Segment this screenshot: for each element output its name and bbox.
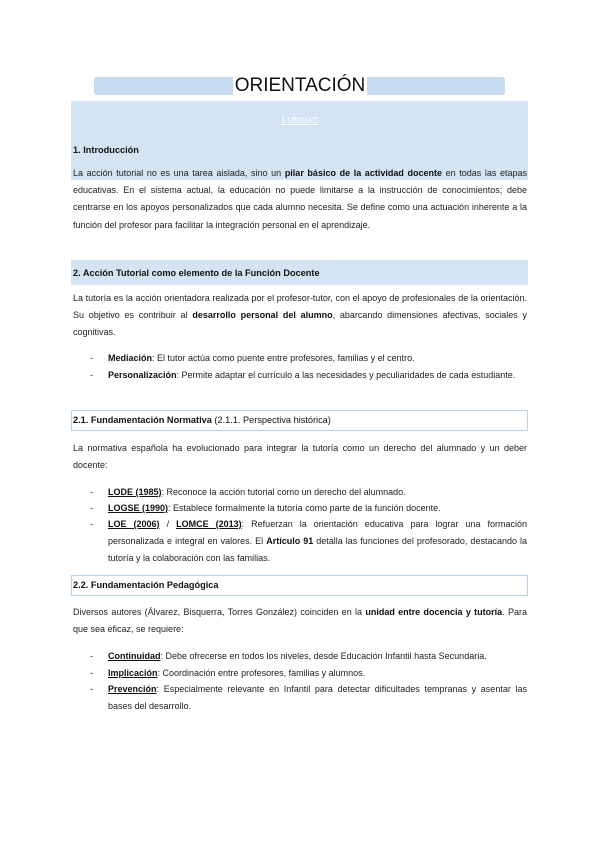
list-item: Continuidad: Debe ofrecerse en todos los niveles, desde Educación Infantil hasta Secundaria. <box>108 651 487 661</box>
list-bullet: - <box>90 370 93 380</box>
list-item: LODE (1985): Reconoce la acción tutorial como un derecho del alumnado. <box>108 487 406 497</box>
list-item: Implicación: Coordinación entre profesores, familias y alumnos. <box>108 668 366 678</box>
list-item: Prevención: Especialmente relevante en Infantil para detectar dificultades tempranas y asentar las bases del desarrollo. <box>108 684 527 712</box>
section-2-1-heading: 2.1. Fundamentación Normativa (2.1.1. Perspectiva histórica) <box>73 415 331 425</box>
section-1-heading: 1. Introducción <box>73 145 139 155</box>
section-2-1-paragraph: La normativa española ha evolucionado para integrar la tutoría como un derecho del alumnado y un deber docente: <box>73 443 527 471</box>
unit-label: 1 UNIDAD <box>280 116 319 125</box>
section-2-heading: 2. Acción Tutorial como elemento de la Función Docente <box>73 268 320 278</box>
list-item: Mediación: El tutor actúa como puente entre profesores, familias y el centro. <box>108 353 415 363</box>
section-2-2-heading: 2.2. Fundamentación Pedagógica <box>73 580 219 590</box>
list-bullet: - <box>90 519 93 529</box>
list-bullet: - <box>90 487 93 497</box>
page-title: ORIENTACIÓN <box>234 75 366 96</box>
section-2-paragraph: La tutoría es la acción orientadora realizada por el profesor-tutor, con el apoyo de profesionales de la orientación. Su objetivo es contribuir al desarrollo personal del alumno, abarcando dimensiones afectivas, sociales y cognitivas. <box>73 293 527 338</box>
list-item: LOGSE (1990): Establece formalmente la tutoría como parte de la función docente. <box>108 503 441 513</box>
list-bullet: - <box>90 684 93 694</box>
list-bullet: - <box>90 668 93 678</box>
list-item: LOE (2006) / LOMCE (2013): Refuerzan la orientación educativa para lograr una formación personalizada e integral en valores. El Artículo 91 detalla las funciones del profesorado, destacando la tutoría y la colaboración con las familias. <box>108 519 527 564</box>
list-item: Personalización: Permite adaptar el currículo a las necesidades y peculiaridades de cada estudiante. <box>108 370 516 380</box>
list-bullet: - <box>90 353 93 363</box>
section-2-2-paragraph: Diversos autores (Álvarez, Bisquerra, Torres González) coinciden en la unidad entre docencia y tutoría. Para que sea eficaz, se requiere: <box>73 607 527 635</box>
list-bullet: - <box>90 651 93 661</box>
list-bullet: - <box>90 503 93 513</box>
section-1-paragraph: La acción tutorial no es una tarea aislada, sino un pilar básico de la actividad docente en todas las etapas educativas. En el sistema actual, la educación no puede limitarse a la instrucción de conocimientos; debe centrarse en los apoyos personalizados que cada alumno necesita. Se define como una actuación inherente a la función del profesor para facilitar la integración personal en el aprendizaje. <box>73 168 527 230</box>
